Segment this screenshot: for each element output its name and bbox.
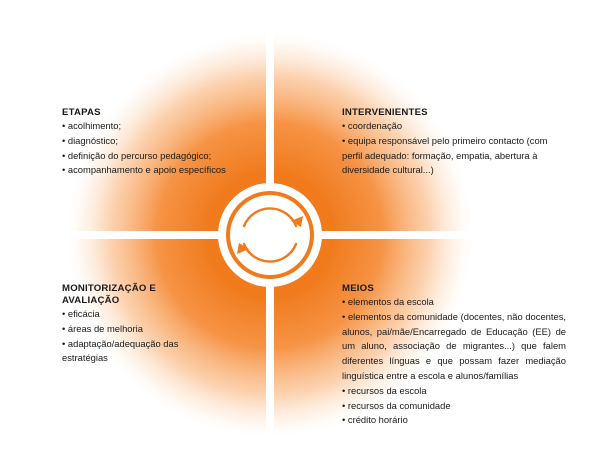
- quadrant-meios: [342, 283, 566, 428]
- quadrant-intervenientes: [342, 107, 564, 178]
- list-item: • acolhimento;: [62, 119, 232, 134]
- list-item: • equipa responsável pelo primeiro contacto (com perfil adequado: formação, empatia, abertura à diversidade cultural...): [342, 134, 564, 178]
- list-item: • eficácia: [62, 307, 222, 322]
- list-item: • coordenação: [342, 119, 564, 134]
- etapas-title: ETAPAS: [62, 107, 101, 118]
- list-item: • crédito horário: [342, 413, 566, 428]
- list-item: • diagnóstico;: [62, 134, 232, 149]
- quadrant-etapas: [62, 107, 232, 178]
- list-item: • definição do percurso pedagógico;: [62, 149, 232, 164]
- meios-title: MEIOS: [342, 283, 374, 294]
- monitorizacao-list: [62, 307, 222, 366]
- list-item: • elementos da comunidade (docentes, não docentes, alunos, pai/mãe/Encarregado de Educação (EE) de um aluno, associação de migrantes...) que falem diferentes línguas e que possam fazer mediação linguística entre a escola e alunos/famílias: [342, 310, 566, 384]
- etapas-list: [62, 119, 232, 178]
- meios-list: [342, 295, 566, 428]
- intervenientes-list: [342, 119, 564, 178]
- center-core: [230, 195, 310, 275]
- quadrant-monitorizacao: [62, 283, 222, 366]
- list-item: • recursos da escola: [342, 384, 566, 399]
- list-item: • acompanhamento e apoio específicos: [62, 163, 232, 178]
- list-item: • áreas de melhoria: [62, 322, 222, 337]
- intervenientes-title: INTERVENIENTES: [342, 107, 428, 118]
- monitorizacao-title: MONITORIZAÇÃO E AVALIAÇÃO: [62, 283, 156, 306]
- list-item: • elementos da escola: [342, 295, 566, 310]
- list-item: • recursos da comunidade: [342, 399, 566, 414]
- list-item: • adaptação/adequação das estratégias: [62, 337, 222, 367]
